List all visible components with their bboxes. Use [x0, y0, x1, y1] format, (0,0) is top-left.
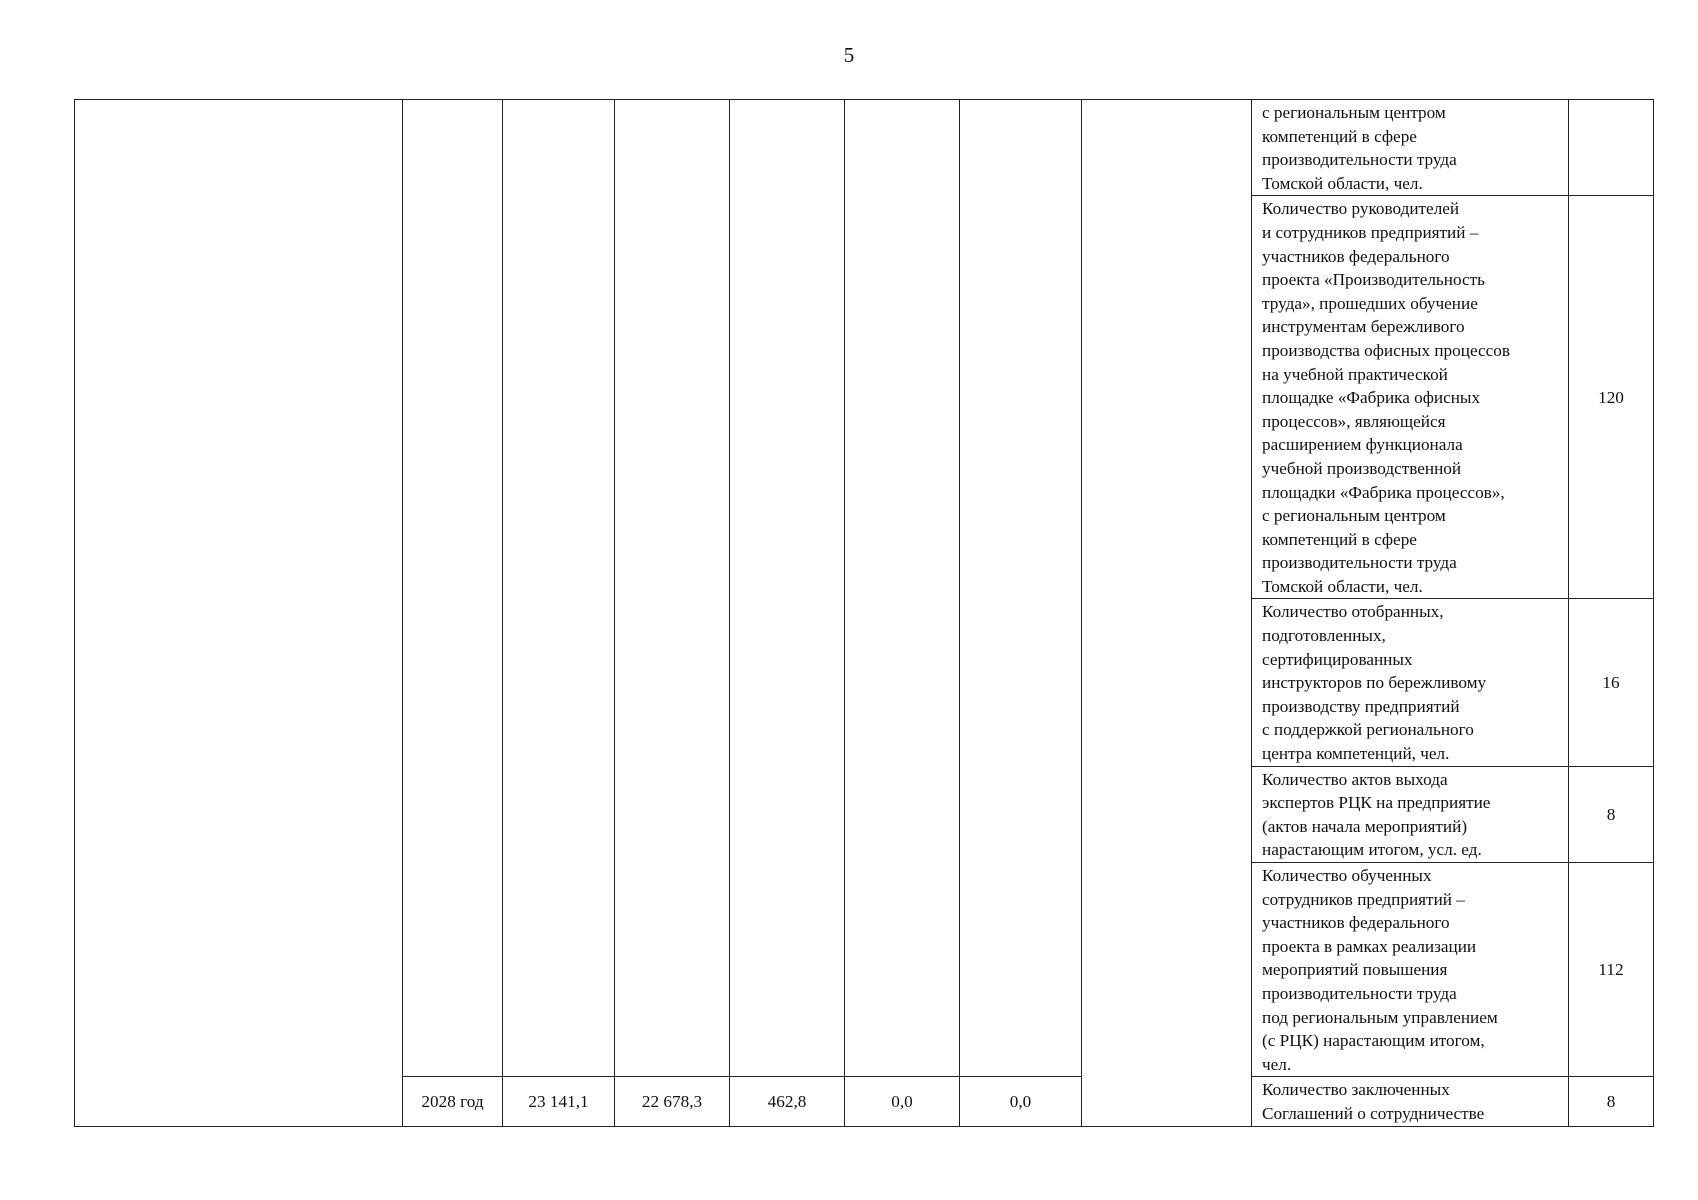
- other-cell-empty: [960, 100, 1082, 1077]
- federal-cell-empty: [615, 100, 730, 1077]
- total-cell-empty: [503, 100, 615, 1077]
- indicator-text: Количество отобранных, подготовленных, сертифицированных инструкторов по бережливому производству предприятий с поддержкой регионального центра компетенций, чел.: [1252, 599, 1569, 766]
- indicator-value: [1569, 100, 1654, 196]
- indicator-value: 8: [1569, 1077, 1654, 1126]
- indicator-value: 120: [1569, 196, 1654, 599]
- local-cell-empty: [845, 100, 960, 1077]
- regional-cell-empty: [730, 100, 845, 1077]
- indicator-text: Количество обученных сотрудников предприятий – участников федерального проекта в рамках реализации мероприятий повышения производительности труда под региональным управлением (с РЦК) нарастающим итогом, чел.: [1252, 863, 1569, 1077]
- local-amount: 0,0: [845, 1077, 960, 1126]
- other-amount: 0,0: [960, 1077, 1082, 1126]
- executor-cell: [1082, 100, 1252, 1127]
- year-cell-empty: [403, 100, 503, 1077]
- indicator-text: Количество руководителей и сотрудников предприятий – участников федерального проекта «Производительность труда», прошедших обучение инструментам бережливого производства офисных процессов на учебной практической площадке «Фабрика офисных процессов», являющейся расширением функционала учебной производственной площадки «Фабрика процессов», с региональным центром компетенций в сфере производительности труда Томской области, чел.: [1252, 196, 1569, 599]
- indicator-value: 8: [1569, 766, 1654, 862]
- indicator-text: с региональным центром компетенций в сфере производительности труда Томской области, чел.: [1252, 100, 1569, 196]
- indicator-text: Количество заключенных Соглашений о сотрудничестве: [1252, 1077, 1569, 1126]
- regional-amount: 462,8: [730, 1077, 845, 1126]
- program-table: [74, 99, 1654, 1127]
- total-amount: 23 141,1: [503, 1077, 615, 1126]
- program-name-cell: [75, 100, 403, 1127]
- indicator-value: 112: [1569, 863, 1654, 1077]
- indicator-text: Количество актов выхода экспертов РЦК на предприятие (актов начала мероприятий) нарастающим итогом, усл. ед.: [1252, 766, 1569, 862]
- page-number: 5: [843, 43, 855, 67]
- federal-amount: 22 678,3: [615, 1077, 730, 1126]
- indicator-value: 16: [1569, 599, 1654, 766]
- year-label: 2028 год: [403, 1077, 503, 1126]
